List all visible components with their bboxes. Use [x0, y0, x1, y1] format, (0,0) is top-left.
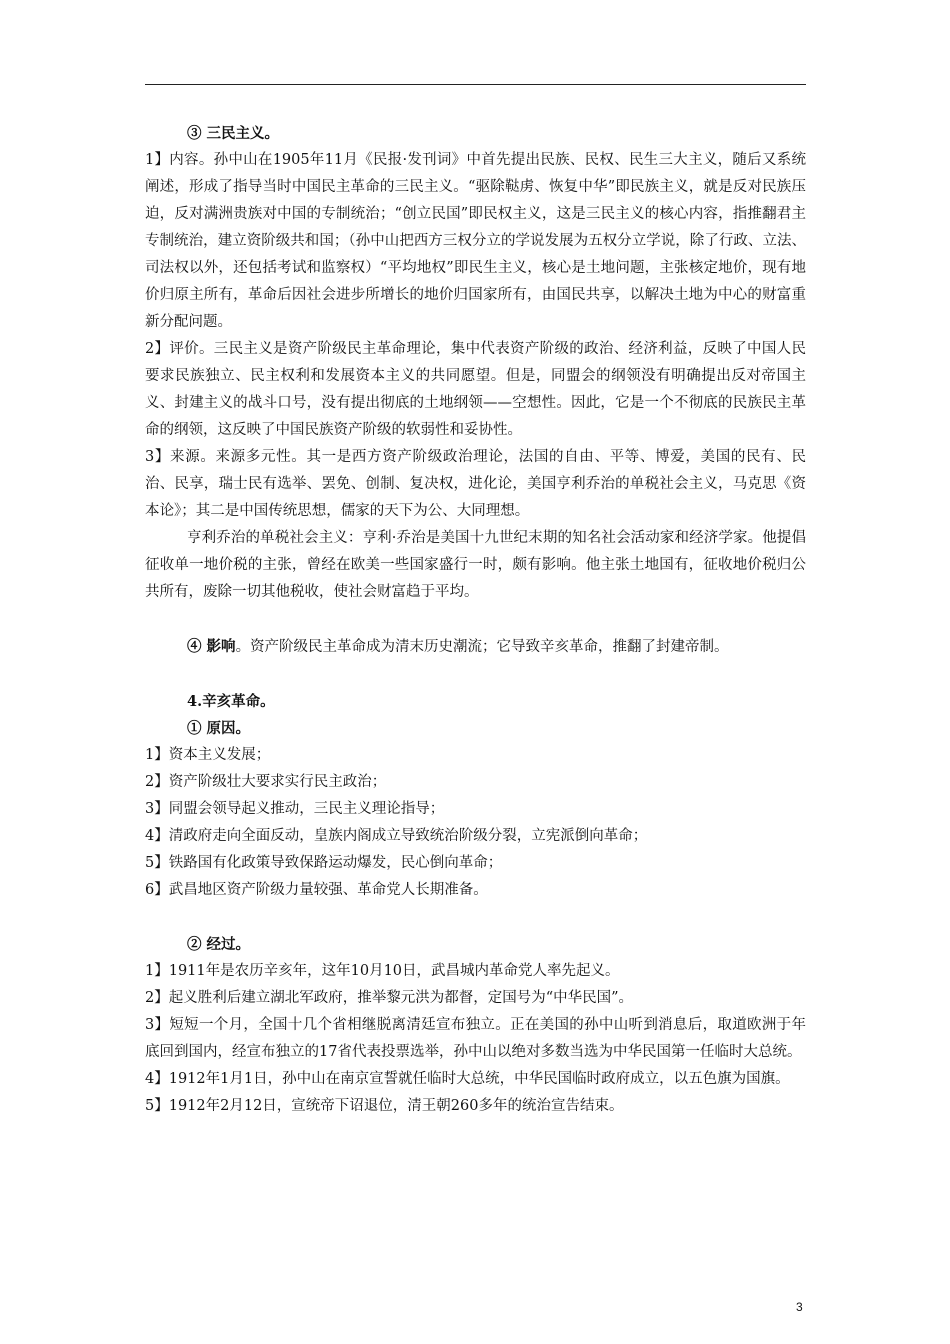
list-item: 1】资本主义发展；	[145, 747, 271, 763]
paragraph-influence	[145, 633, 806, 661]
list-item: 4】清政府走向全面反动，皇族内阁成立导致统治阶级分裂，立宪派倒向革命；	[145, 828, 648, 844]
list-item: 2】资产阶级壮大要求实行民主政治；	[145, 774, 387, 790]
section-heading-sanmin: ③ 三民主义。	[187, 125, 280, 142]
paragraph-source: 3】来源。来源多元性。其一是西方资产阶级政治理论，法国的自由、平等、博爱，美国的民有、民治、民享，瑞士民有选举、罢免、创制、复决权，进化论，美国亨利乔治的单税社会主义，马克思《资本论》；其二是中国传统思想，儒家的天下为公、大同理想。	[145, 449, 806, 519]
list-item: 6】武昌地区资产阶级力量较强、革命党人长期准备。	[145, 882, 488, 898]
influence-label: ④ 影响	[187, 638, 236, 655]
page-body	[145, 120, 806, 1120]
paragraph-evaluation: 2】评价。三民主义是资产阶级民主革命理论，集中代表资产阶级的政治、经济利益，反映了中国人民要求民族独立、民主权利和发展资本主义的共同愿望。但是，同盟会的纲领没有明确提出反对帝国主义、封建主义的战斗口号，没有提出彻底的土地纲领——空想性。因此，它是一个不彻底的民族民主革命的纲领，这反映了中国民族资产阶级的软弱性和妥协性。	[145, 341, 806, 438]
list-item: 1】1911年是农历辛亥年，这年10月10日，武昌城内革命党人率先起义。	[145, 963, 620, 979]
influence-text: 。资产阶级民主革命成为清末历史潮流；它导致辛亥革命，推翻了封建帝制。	[235, 639, 729, 655]
subheading-process: ② 经过。	[187, 936, 251, 953]
subheading-causes: ① 原因。	[187, 720, 251, 737]
list-item: 3】同盟会领导起义推动，三民主义理论指导；	[145, 801, 445, 817]
section-heading-xinhai: 4.辛亥革命。	[187, 693, 275, 710]
header-rule	[145, 84, 806, 85]
list-item: 5】铁路国有化政策导致保路运动爆发，民心倒向革命；	[145, 855, 503, 871]
list-item: 2】起义胜利后建立湖北军政府，推举黎元洪为都督，定国号为“中华民国”。	[145, 990, 634, 1006]
list-item: 3】短短一个月，全国十几个省相继脱离清廷宣布独立。正在美国的孙中山听到消息后，取道欧洲于年底回到国内，经宣布独立的17省代表投票选举，孙中山以绝对多数当选为中华民国第一任临时大总统。	[145, 1017, 806, 1060]
paragraph-content: 1】内容。孙中山在1905年11月《民报·发刊词》中首先提出民族、民权、民生三大主义，随后又系统阐述，形成了指导当时中国民主革命的三民主义。“驱除鞑虏、恢复中华”即民族主义，就是反对民族压迫，反对满洲贵族对中国的专制统治；“创立民国”即民权主义，这是三民主义的核心内容，指推翻君主专制统治，建立资阶级共和国；（孙中山把西方三权分立的学说发展为五权分立学说，除了行政、立法、司法权以外，还包括考试和监察权）“平均地权”即民生主义，核心是土地问题，主张核定地价，现有地价归原主所有，革命后因社会进步所增长的地价归国家所有，由国民共享，以解决土地为中心的财富重新分配问题。	[145, 152, 806, 330]
paragraph-henry-george: 亨利乔治的单税社会主义：亨利·乔治是美国十九世纪末期的知名社会活动家和经济学家。他提倡征收单一地价税的主张，曾经在欧美一些国家盛行一时，颇有影响。他主张土地国有，征收地价税归公共所有，废除一切其他税收，使社会财富趋于平均。	[145, 530, 806, 600]
page-number: 3	[796, 1300, 803, 1314]
list-item: 5】1912年2月12日，宣统帝下诏退位，清王朝260多年的统治宣告结束。	[145, 1098, 624, 1114]
list-item: 4】1912年1月1日，孙中山在南京宣誓就任临时大总统，中华民国临时政府成立，以五色旗为国旗。	[145, 1071, 790, 1087]
